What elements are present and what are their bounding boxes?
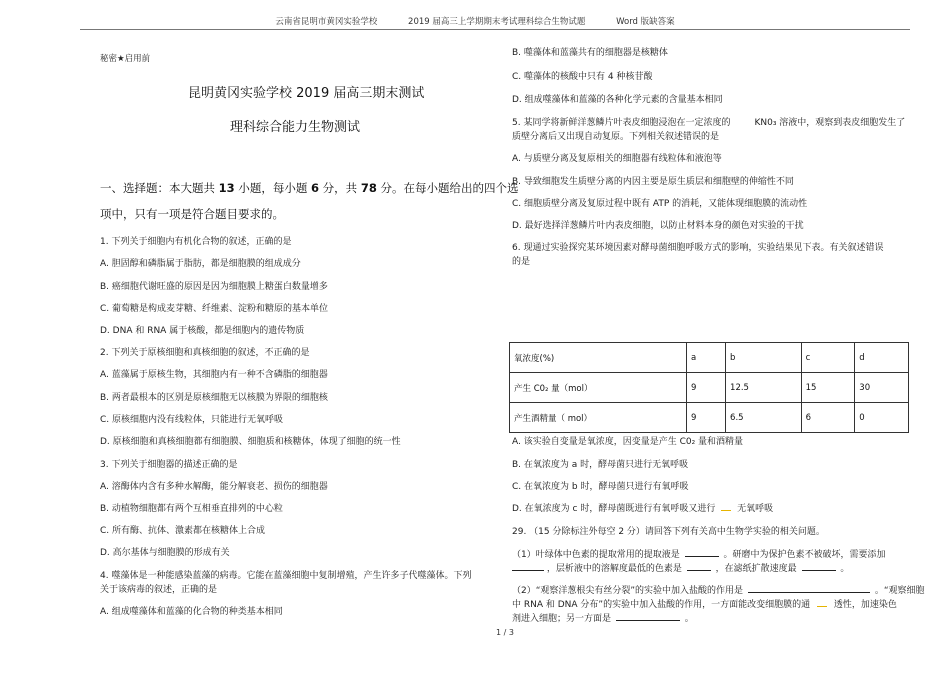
table-cell: 产生 C0₂ 量（mol）	[510, 373, 687, 403]
table-cell: 产生酒精量（ mol）	[510, 403, 687, 433]
header-rule	[80, 29, 910, 30]
q2-option-c: C. 原核细胞内没有线粒体，只能进行无氧呼吸	[100, 415, 284, 425]
table-cell: a	[687, 343, 726, 373]
q6-stem-line1: 6. 现通过实验探究某环境因素对酵母菌细胞呼吸方式的影响，实验结果见下表。有关叙述错误	[512, 243, 884, 253]
q2-option-d: D. 原核细胞和真核细胞都有细胞膜、细胞质和核糖体，体现了细胞的统一性	[100, 437, 401, 447]
table-cell: c	[801, 343, 855, 373]
q29-stem: 29. （15 分除标注外每空 2 分）请回答下列有关高中生物学实验的相关问题。	[512, 527, 825, 537]
q5-stem-line2: 质壁分离后又出现自动复原。下列相关叙述错误的是	[512, 132, 720, 142]
blank-mark	[817, 606, 827, 607]
q6-data-table	[509, 342, 909, 433]
q29-part2-line2: 中 RNA 和 DNA 分布”的实验中加入盐酸的作用，一方面能改变细胞膜的通 透性，加速染色	[512, 600, 897, 610]
table-cell: 9	[687, 373, 726, 403]
q4-option-c: C. 噬藻体的核酸中只有 4 种核苷酸	[512, 72, 653, 82]
q3-stem: 3. 下列关于细胞器的描述正确的是	[100, 460, 238, 470]
q2-option-b: B. 两者最根本的区别是原核细胞无以核膜为界限的细胞核	[100, 393, 328, 403]
q6-option-a: A. 该实验自变量是氧浓度，因变量是产生 C0₂ 量和酒精量	[512, 437, 744, 447]
table-cell: 6.5	[726, 403, 802, 433]
q5-option-a: A. 与质壁分离及复原相关的细胞器有线粒体和液泡等	[512, 154, 722, 164]
page-title: 昆明黄冈实验学校 2019 届高三期末测试	[188, 86, 425, 101]
page-subtitle: 理科综合能力生物测试	[230, 120, 361, 135]
answer-blank[interactable]	[685, 556, 719, 557]
table-cell: 30	[855, 373, 909, 403]
q4-option-b: B. 噬藻体和蓝藻共有的细胞器是核糖体	[512, 48, 668, 58]
table-row	[510, 373, 909, 403]
answer-blank[interactable]	[687, 570, 711, 571]
q1-option-b: B. 癌细胞代谢旺盛的原因是因为细胞膜上糖蛋白数量增多	[100, 282, 328, 292]
q3-option-d: D. 高尔基体与细胞膜的形成有关	[100, 548, 230, 558]
q1-option-a: A. 胆固醇和磷脂属于脂肪，都是细胞膜的组成成分	[100, 259, 301, 269]
answer-blank[interactable]	[616, 620, 680, 621]
secret-label: 秘密★启用前	[100, 54, 151, 64]
table-cell: 15	[801, 373, 855, 403]
q5-option-c: C. 细胞质壁分离及复原过程中既有 ATP 的消耗，又能体现细胞膜的流动性	[512, 199, 808, 209]
q2-stem: 2. 下列关于原核细胞和真核细胞的叙述，不正确的是	[100, 348, 310, 358]
q1-option-d: D. DNA 和 RNA 属于核酸，都是细胞内的遗传物质	[100, 326, 305, 336]
table-row	[510, 343, 909, 373]
q6-stem-line2: 的是	[512, 257, 531, 267]
table-cell: b	[726, 343, 802, 373]
q6-option-b: B. 在氧浓度为 a 时，酵母菌只进行无氧呼吸	[512, 460, 689, 470]
q1-stem: 1. 下列关于细胞内有机化合物的叙述，正确的是	[100, 237, 292, 247]
section-heading: 一、选择题：本大题共 13 小题，每小题 6 分，共 78 分。在每小题给出的四个选	[100, 181, 519, 195]
page-header	[0, 15, 950, 27]
answer-blank[interactable]	[748, 592, 870, 593]
answer-blank[interactable]	[512, 570, 544, 571]
q5-option-d: D. 最好选择洋葱鳞片叶内表皮细胞，以防止材料本身的颜色对实验的干扰	[512, 221, 804, 231]
table-cell: 9	[687, 403, 726, 433]
page-number: 1 / 3	[496, 628, 514, 637]
q6-option-d: D. 在氧浓度为 c 时，酵母菌既进行有氧呼吸又进行 无氧呼吸	[512, 504, 774, 514]
q5-stem-line1: 5. 某同学将新鲜洋葱鳞片叶表皮细胞浸泡在一定浓度的 KN0₃ 溶液中，观察到表皮细胞发生了	[512, 118, 906, 128]
blank-mark	[721, 510, 731, 511]
q29-part2-line1: （2）“观察洋葱根尖有丝分裂”的实验中加入盐酸的作用是 。“观察细胞	[512, 586, 925, 596]
q6-option-c: C. 在氧浓度为 b 时，酵母菌只进行有氧呼吸	[512, 482, 689, 492]
q4-option-a: A. 组成噬藻体和蓝藻的化合物的种类基本相同	[100, 607, 283, 617]
q4-option-d: D. 组成噬藻体和蓝藻的各种化学元素的含量基本相同	[512, 95, 723, 105]
q29-part1-line1: （1）叶绿体中色素的提取常用的提取液是 。研磨中为保护色素不被破坏，需要添加	[512, 550, 886, 560]
q1-option-c: C. 葡萄糖是构成麦芽糖、纤维素、淀粉和糖原的基本单位	[100, 304, 329, 314]
header-exam: 2019 届高三上学期期末考试理科综合生物试题	[408, 17, 586, 27]
q4-stem-line1: 4. 噬藻体是一种能感染蓝藻的病毒。它能在蓝藻细胞中复制增殖，产生许多子代噬藻体。下列	[100, 571, 472, 581]
q3-option-a: A. 溶酶体内含有多种水解酶，能分解衰老、损伤的细胞器	[100, 482, 328, 492]
q3-option-c: C. 所有酶、抗体、激素都在核糖体上合成	[100, 526, 266, 536]
header-format: Word 版缺答案	[616, 17, 675, 27]
table-cell: 0	[855, 403, 909, 433]
answer-blank[interactable]	[802, 570, 836, 571]
table-cell: 12.5	[726, 373, 802, 403]
q29-part1-line2: ，层析液中的溶解度最低的色素是 ，在滤纸扩散速度最 。	[512, 563, 849, 576]
q3-option-b: B. 动植物细胞都有两个互相垂直排列的中心粒	[100, 504, 283, 514]
q2-option-a: A. 蓝藻属于原核生物，其细胞内有一种不含磷脂的细胞器	[100, 370, 328, 380]
table-cell: 氧浓度(%)	[510, 343, 687, 373]
table-cell: d	[855, 343, 909, 373]
q29-part2-line3: 剂进入细胞；另一方面是 。	[512, 614, 694, 624]
table-cell: 6	[801, 403, 855, 433]
section-heading-line2: 项中，只有一项是符合题目要求的。	[100, 207, 284, 221]
q5-option-b: B. 导致细胞发生质壁分离的内因主要是原生质层和细胞壁的伸缩性不同	[512, 177, 794, 187]
q4-stem-line2: 关于该病毒的叙述，正确的是	[100, 585, 218, 595]
header-school: 云南省昆明市黄冈实验学校	[275, 17, 378, 27]
table-row	[510, 403, 909, 433]
